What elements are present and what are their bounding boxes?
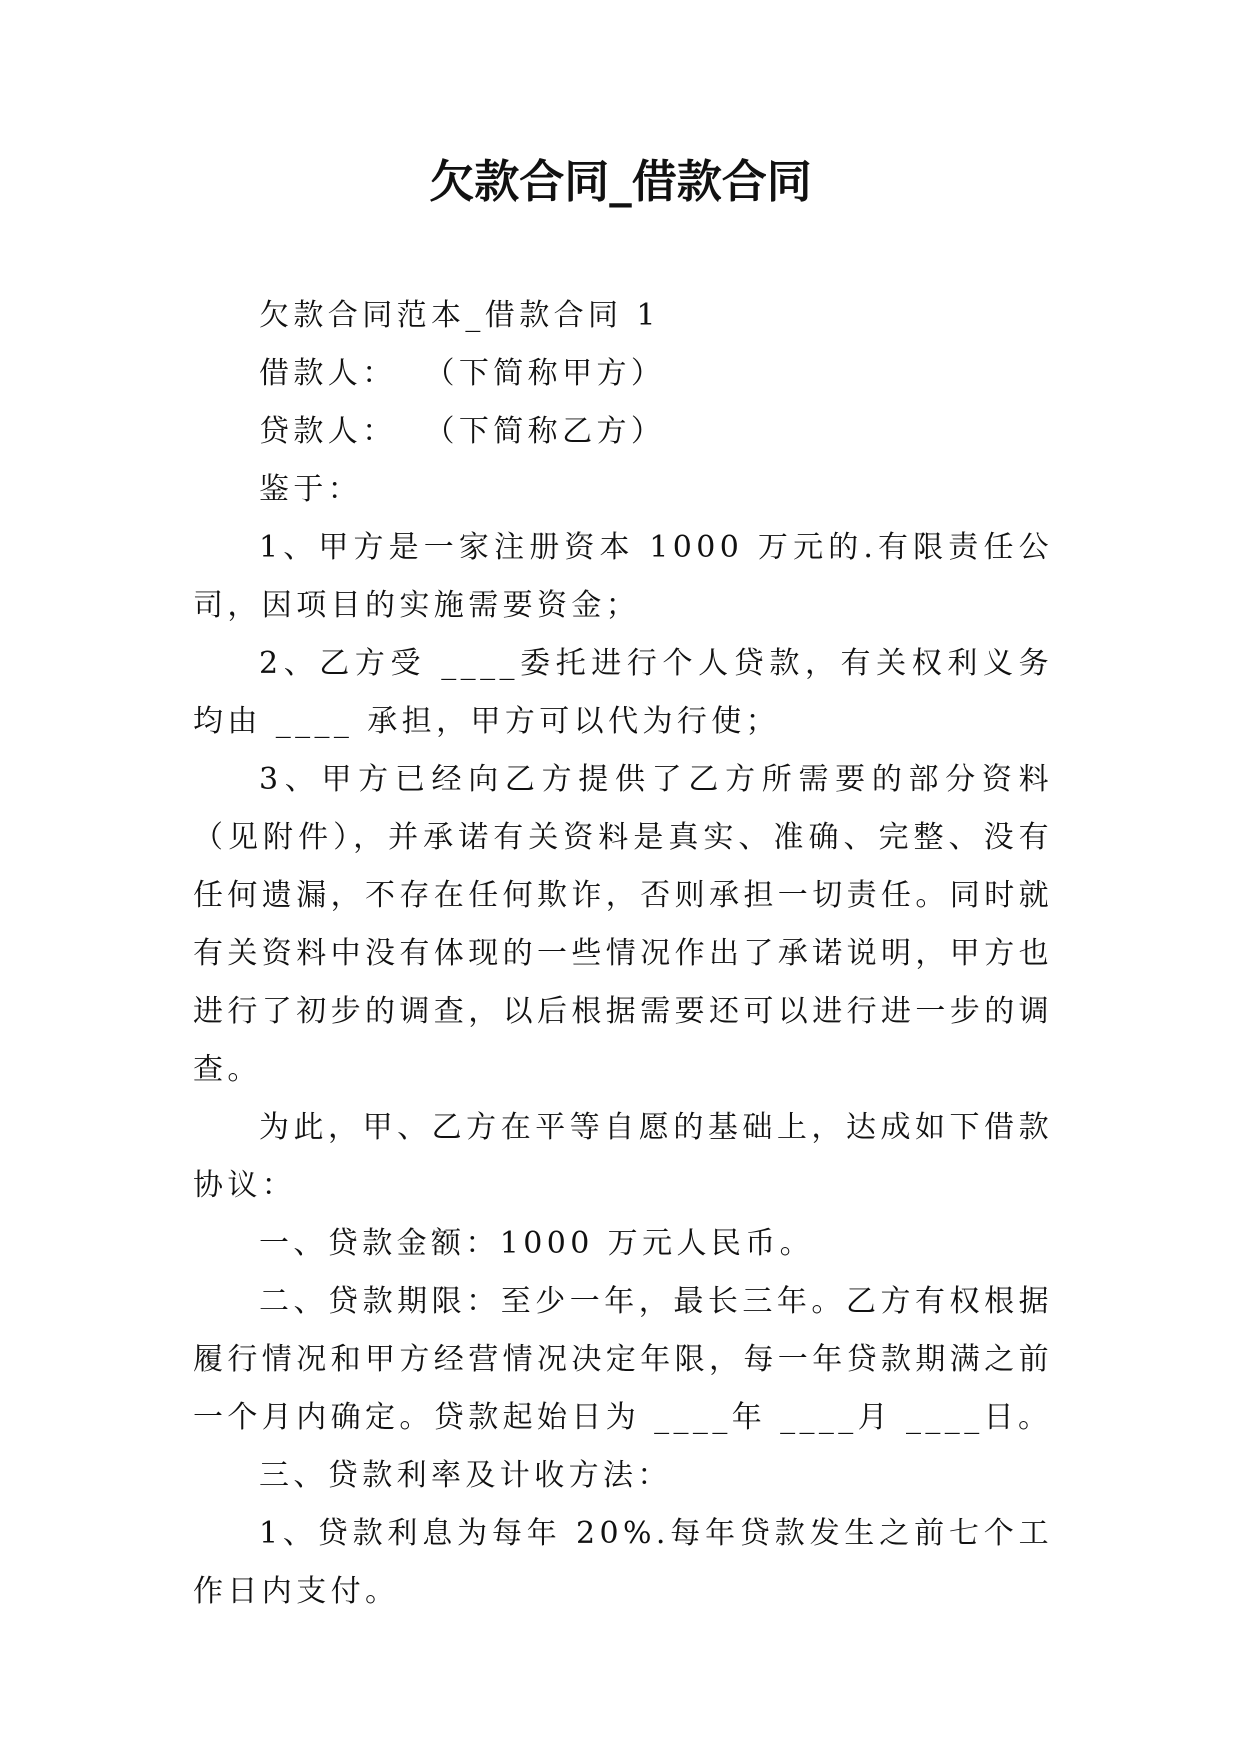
paragraph-loan-term: 二、贷款期限：至少一年，最长三年。乙方有权根据履行情况和甲方经营情况决定年限，每一年贷款期满之前一个月内确定。贷款起始日为 ____年 ____月 ____日。 xyxy=(193,1284,1053,1435)
paragraph-clause-2: 2、乙方受 ____委托进行个人贷款，有关权利义务均由 ____ 承担，甲方可以代为行使； xyxy=(193,646,1053,739)
paragraph-clause-1: 1、甲方是一家注册资本 1000 万元的.有限责任公司，因项目的实施需要资金； xyxy=(193,530,1053,623)
paragraph-lender: 贷款人： （下简称乙方） xyxy=(259,414,666,449)
paragraph-whereas: 鉴于： xyxy=(259,472,363,507)
paragraph-interest-rate: 1、贷款利息为每年 20%.每年贷款发生之前七个工作日内支付。 xyxy=(193,1516,1053,1609)
paragraph-contract-name: 欠款合同范本_借款合同 1 xyxy=(259,298,660,333)
paragraph-agreement: 为此，甲、乙方在平等自愿的基础上，达成如下借款协议： xyxy=(193,1110,1053,1203)
document-body xyxy=(193,287,1053,1621)
document-title: 欠款合同_借款合同 xyxy=(429,155,812,208)
paragraph-loan-amount: 一、贷款金额：1000 万元人民币。 xyxy=(259,1226,815,1261)
paragraph-interest-heading: 三、贷款利率及计收方法： xyxy=(259,1458,672,1493)
paragraph-clause-3: 3、甲方已经向乙方提供了乙方所需要的部分资料（见附件），并承诺有关资料是真实、准确、完整、没有任何遗漏，不存在任何欺诈，否则承担一切责任。同时就有关资料中没有体现的一些情况作出了承诺说明，甲方也进行了初步的调查，以后根据需要还可以进行进一步的调查。 xyxy=(193,762,1053,1087)
paragraph-borrower: 借款人： （下简称甲方） xyxy=(259,356,666,391)
